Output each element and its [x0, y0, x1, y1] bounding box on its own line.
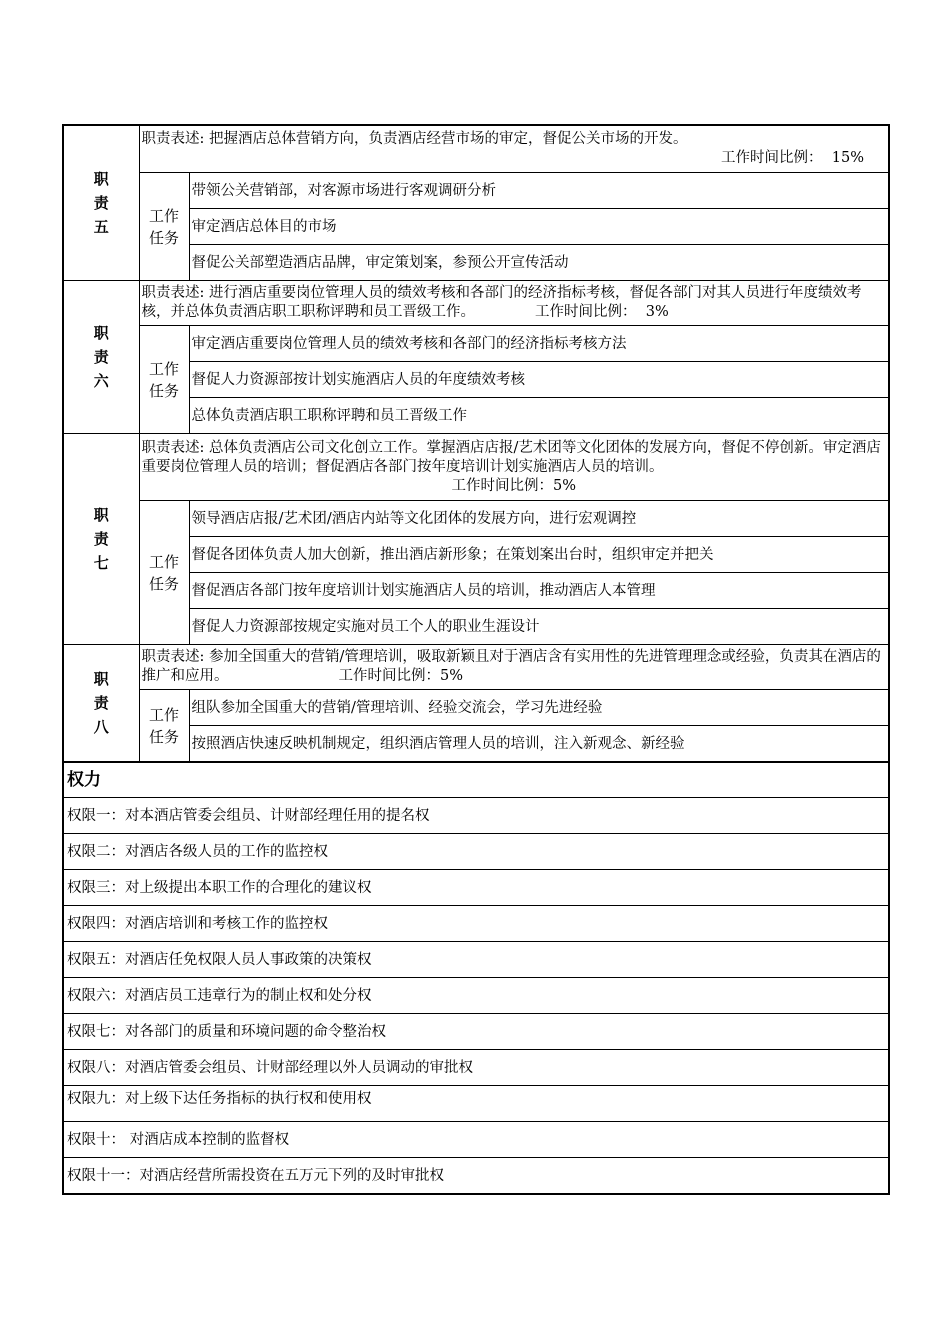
duty-6-task-1: 审定酒店重要岗位管理人员的绩效考核和各部门的经济指标考核方法 [189, 326, 889, 362]
duty-6-task-2: 督促人力资源部按计划实施酒店人员的年度绩效考核 [189, 362, 889, 398]
power-item-9: 权限九：对上级下达任务指标的执行权和使用权 [63, 1086, 889, 1122]
task-row [63, 501, 889, 537]
duty-7-task-label: 工作 任务 [139, 501, 189, 645]
duty-6-task-3: 总体负责酒店职工职称评聘和员工晋级工作 [189, 398, 889, 434]
duty-6-task-label: 工作 任务 [139, 326, 189, 434]
power-item [63, 1158, 889, 1195]
duty-6-label: 职 责 六 [63, 281, 139, 434]
duty-5-label: 职 责 五 [63, 125, 139, 281]
duty-8-task-2: 按照酒店快速反映机制规定，组织酒店管理人员的培训，注入新观念、新经验 [189, 726, 889, 763]
duty-6-description-row [63, 281, 889, 326]
power-item [63, 1050, 889, 1086]
duty-8-label: 职 责 八 [63, 645, 139, 763]
duty-5-description-row [63, 125, 889, 173]
power-item-6: 权限六：对酒店员工违章行为的制止权和处分权 [63, 978, 889, 1014]
duty-7-task-1: 领导酒店店报/艺术团/酒店内站等文化团体的发展方向，进行宏观调控 [189, 501, 889, 537]
power-item-2: 权限二：对酒店各级人员的工作的监控权 [63, 834, 889, 870]
duty-8-task-label: 工作 任务 [139, 690, 189, 763]
power-item [63, 1014, 889, 1050]
power-item-7: 权限七：对各部门的质量和环境问题的命令整治权 [63, 1014, 889, 1050]
duty-8-task-1: 组队参加全国重大的营销/管理培训、经验交流会，学习先进经验 [189, 690, 889, 726]
duty-5-description: 职责表述: 把握酒店总体营销方向，负责酒店经营市场的审定，督促公关市场的开发。 工作时间比例： 15% [139, 125, 889, 173]
duty-8-ratio: 工作时间比例：5% [338, 668, 464, 684]
power-item [63, 978, 889, 1014]
task-row [63, 173, 889, 209]
power-item [63, 834, 889, 870]
task-row [63, 690, 889, 726]
power-item [63, 798, 889, 834]
power-item-1: 权限一：对本酒店管委会组员、计财部经理任用的提名权 [63, 798, 889, 834]
duty-7-description: 职责表述: 总体负责酒店公司文化创立工作。掌握酒店店报/艺术团等文化团体的发展方向，督促不停创新。审定酒店重要岗位管理人员的培训；督促酒店各部门按年度培训计划实施酒店人员的培训。 工作时间比例：5% [139, 434, 889, 501]
duty-7-label: 职 责 七 [63, 434, 139, 645]
duty-6-ratio: 工作时间比例： 3% [535, 304, 669, 320]
power-item-8: 权限八：对酒店管委会组员、计财部经理以外人员调动的审批权 [63, 1050, 889, 1086]
duty-8-description-row [63, 645, 889, 690]
power-item [63, 906, 889, 942]
power-item-4: 权限四：对酒店培训和考核工作的监控权 [63, 906, 889, 942]
task-row [63, 326, 889, 362]
power-header-row [63, 762, 889, 798]
duty-5-task-1: 带领公关营销部，对客源市场进行客观调研分析 [189, 173, 889, 209]
duty-7-ratio: 工作时间比例：5% [451, 477, 576, 494]
power-item-11: 权限十一：对酒店经营所需投资在五万元下列的及时审批权 [63, 1158, 889, 1195]
duty-5-task-3: 督促公关部塑造酒店品牌，审定策划案，参预公开宣传活动 [189, 245, 889, 281]
power-title: 权力 [63, 762, 889, 798]
duty-5-task-2: 审定酒店总体目的市场 [189, 209, 889, 245]
duty-7-description-row [63, 434, 889, 501]
power-item-3: 权限三：对上级提出本职工作的合理化的建议权 [63, 870, 889, 906]
duty-7-task-4: 督促人力资源部按规定实施对员工个人的职业生涯设计 [189, 609, 889, 645]
power-item [63, 942, 889, 978]
power-item-10: 权限十： 对酒店成本控制的监督权 [63, 1122, 889, 1158]
power-item-5: 权限五：对酒店任免权限人员人事政策的决策权 [63, 942, 889, 978]
duty-5-task-label: 工作 任务 [139, 173, 189, 281]
power-item [63, 1122, 889, 1158]
duty-table [62, 124, 890, 1195]
power-item [63, 870, 889, 906]
duty-8-description: 职责表述: 参加全国重大的营销/管理培训，吸取新颖且对于酒店含有实用性的先进管理理念或经验，负责其在酒店的推广和应用。 工作时间比例：5% [139, 645, 889, 690]
duty-table-frame [62, 124, 888, 1195]
duty-6-description: 职责表述: 进行酒店重要岗位管理人员的绩效考核和各部门的经济指标考核，督促各部门对其人员进行年度绩效考核，并总体负责酒店职工职称评聘和员工晋级工作。 工作时间比例： 3% [139, 281, 889, 326]
power-item [63, 1086, 889, 1122]
duty-7-task-2: 督促各团体负责人加大创新，推出酒店新形象；在策划案出台时，组织审定并把关 [189, 537, 889, 573]
duty-7-task-3: 督促酒店各部门按年度培训计划实施酒店人员的培训，推动酒店人本管理 [189, 573, 889, 609]
duty-5-ratio: 工作时间比例： 15% [721, 150, 864, 166]
